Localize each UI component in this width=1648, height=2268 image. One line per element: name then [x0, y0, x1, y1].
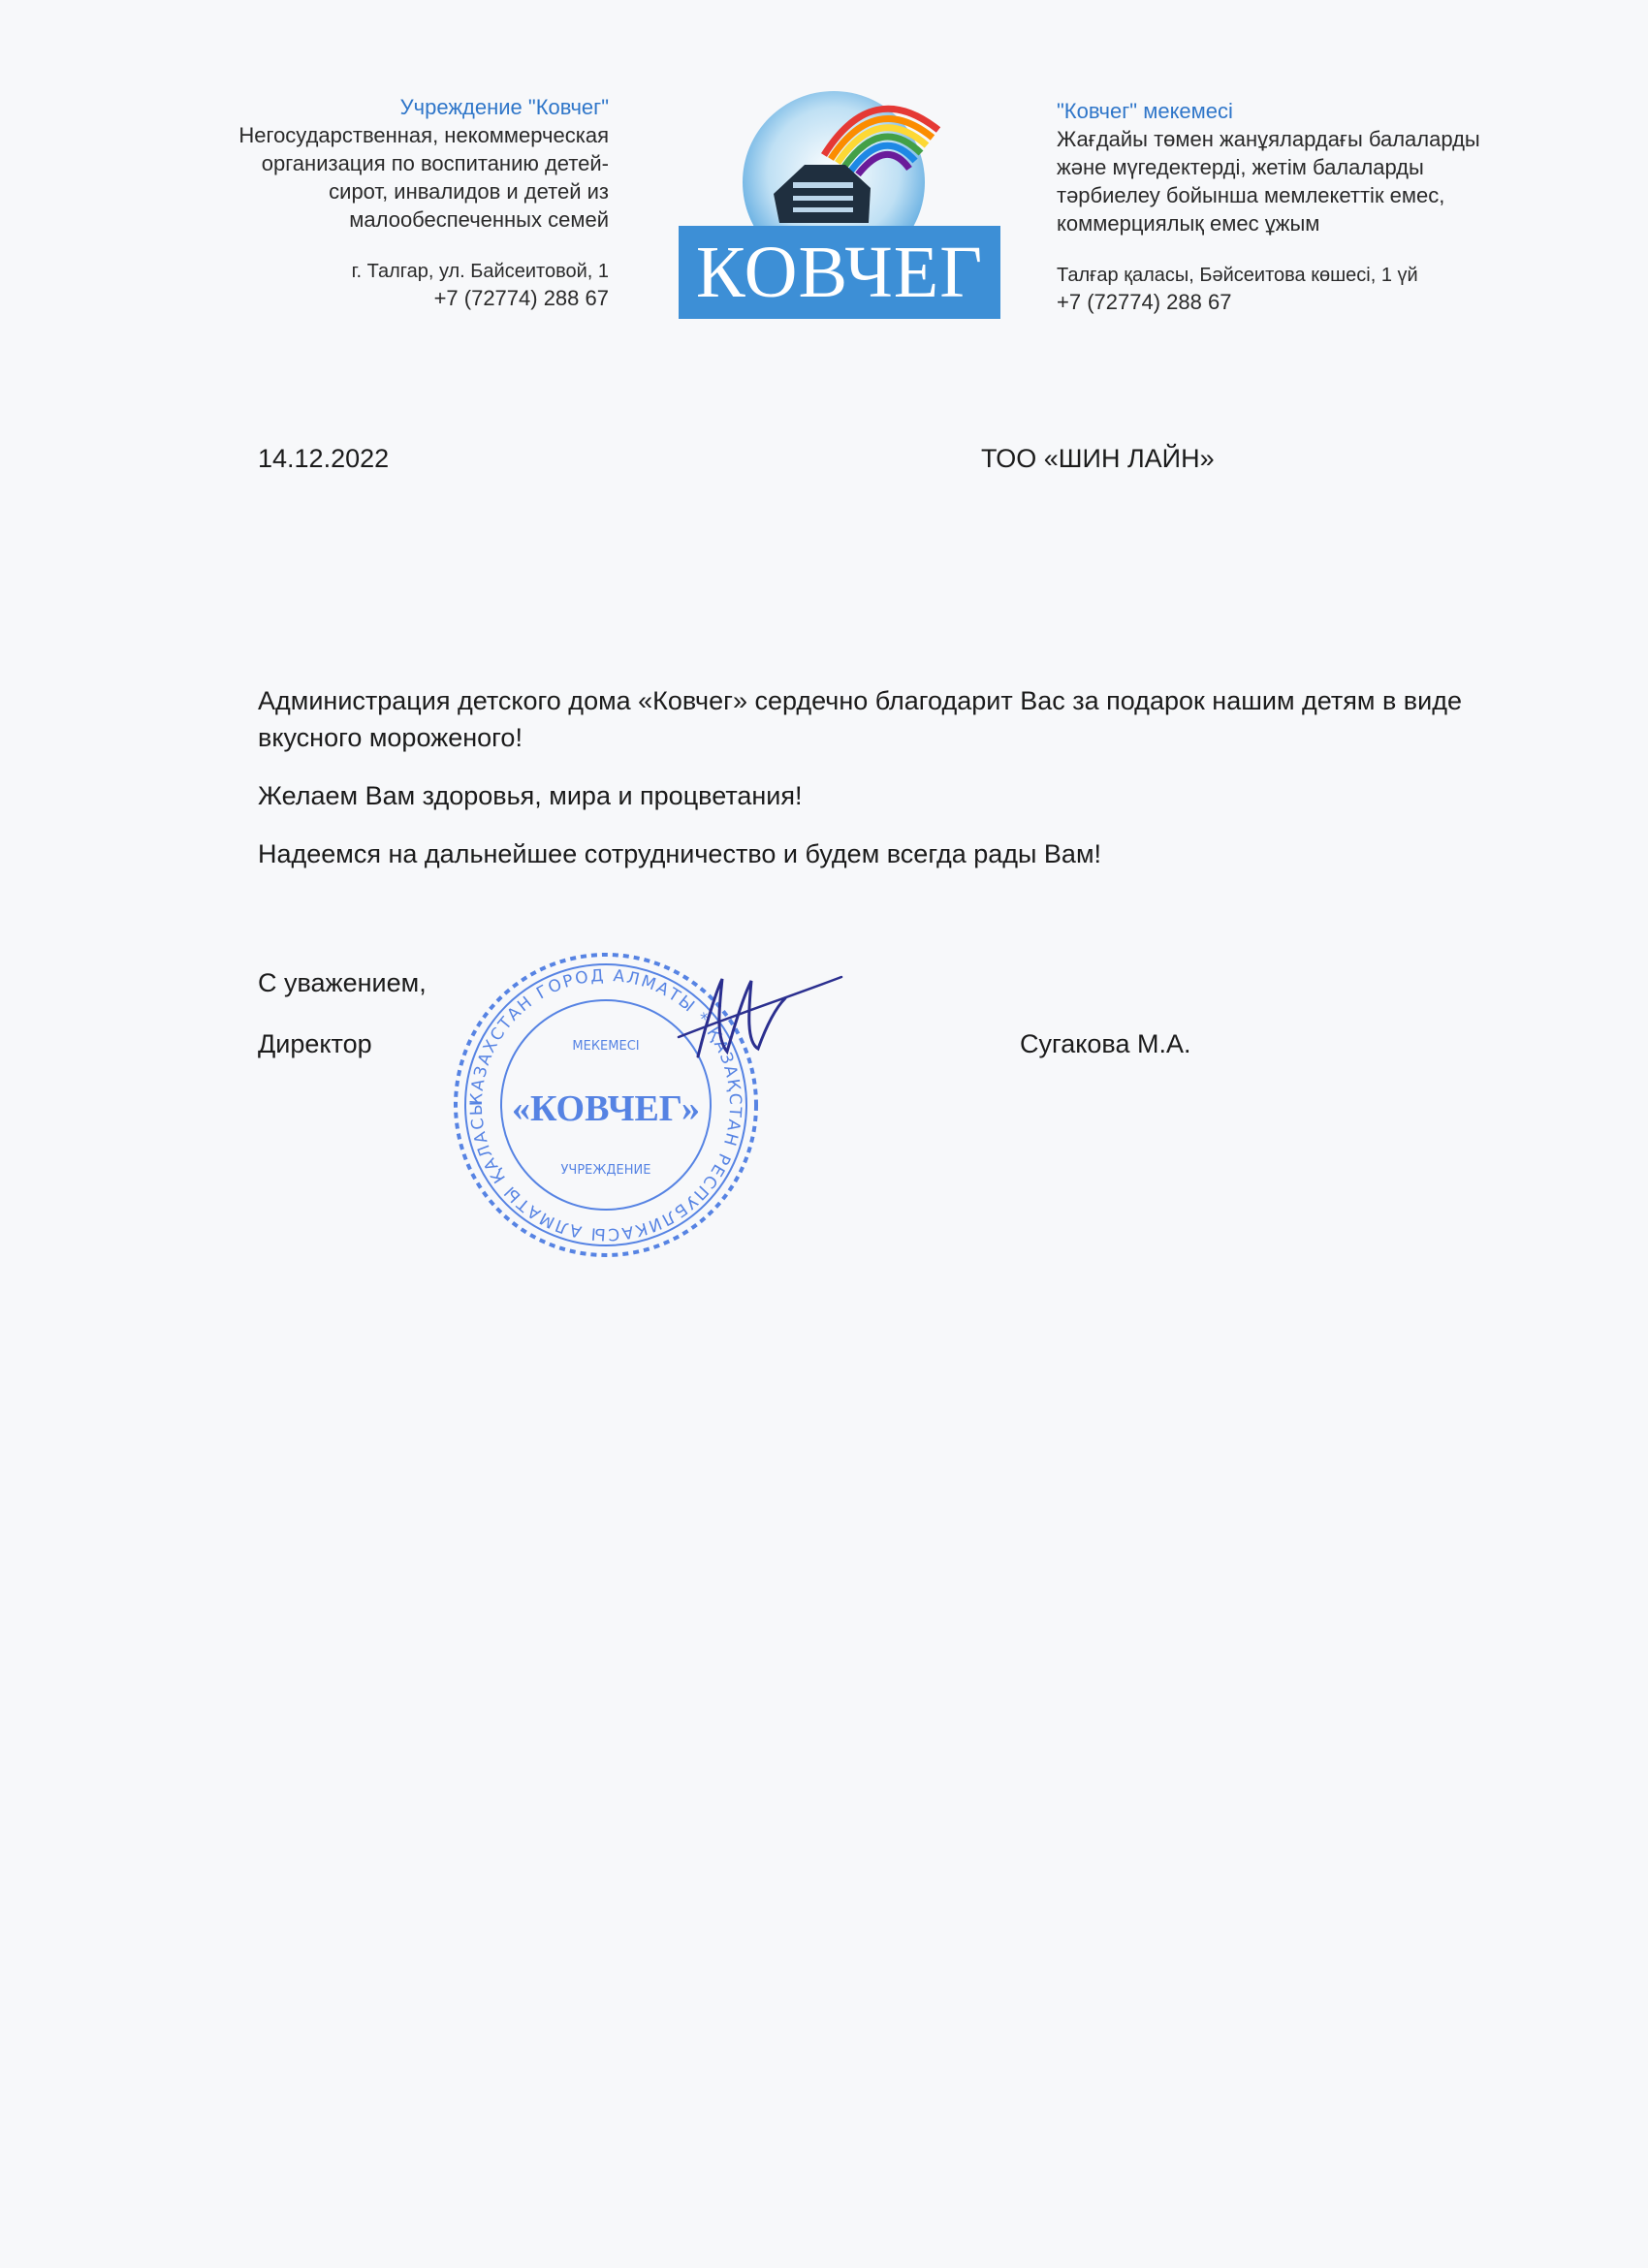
body-paragraph: Желаем Вам здоровья, мира и процветания!	[258, 781, 803, 810]
stamp-bottom-text: УЧРЕЖДЕНИЕ	[560, 1163, 651, 1178]
org-description-line: организация по воспитанию детей-	[261, 151, 609, 175]
org-title-kz: "Ковчег" мекемесі	[1057, 99, 1233, 123]
stamp-top-text: МЕКЕМЕСІ	[572, 1039, 640, 1054]
letter-body	[258, 682, 1537, 894]
letter-recipient: ТОО «ШИН ЛАЙН»	[981, 444, 1215, 473]
stamp-center-text: «КОВЧЕГ»	[511, 1088, 701, 1129]
stamp-ring-text: КАЗАХСТАН ГОРОД АЛМАТЫ * ҚАЗАҚСТАН РЕСПУБЛИКАСЫ АЛМАТЫ ҚАЛАСЫ	[466, 965, 745, 1244]
closing-phrase: С уважением,	[258, 968, 427, 997]
org-description-line: коммерциялық емес ұжым	[1057, 211, 1320, 236]
signature-scribble	[669, 960, 843, 1086]
body-paragraph: Администрация детского дома «Ковчег» сердечно благодарит Вас за подарок нашим детям в виде вкусного мороженого!	[258, 686, 1462, 752]
org-address-ru: г. Талгар, ул. Байсеитовой, 1	[351, 261, 609, 282]
body-paragraph: Надеемся на дальнейшее сотрудничество и будем всегда рады Вам!	[258, 839, 1102, 868]
signer-title: Директор	[258, 1029, 372, 1058]
org-description-line: малообеспеченных семей	[349, 207, 609, 232]
org-description-line: және мүгедектерді, жетім балаларды	[1057, 155, 1424, 179]
org-description-line: сирот, инвалидов и детей из	[329, 179, 609, 204]
org-description-line: Негосударственная, некоммерческая	[238, 123, 609, 147]
kovcheg-logo	[679, 87, 1000, 322]
org-description-line: Жағдайы төмен жанұялардағы балаларды	[1057, 127, 1480, 151]
letterhead-right	[1057, 97, 1541, 316]
org-phone-ru: +7 (72774) 288 67	[433, 286, 609, 310]
signer-name: Сугакова М.А.	[1020, 1029, 1191, 1058]
letterhead-left	[153, 93, 609, 312]
org-phone-kz: +7 (72774) 288 67	[1057, 290, 1232, 314]
logo-name: КОВЧЕГ	[695, 232, 984, 313]
letter-date: 14.12.2022	[258, 444, 390, 473]
org-description-line: тәрбиелеу бойынша мемлекеттік емес,	[1057, 183, 1445, 207]
org-address-kz: Талғар қаласы, Бәйсеитова көшесі, 1 үй	[1057, 265, 1418, 286]
org-title-ru: Учреждение "Ковчег"	[399, 95, 609, 119]
handwritten-signature	[669, 960, 843, 1086]
